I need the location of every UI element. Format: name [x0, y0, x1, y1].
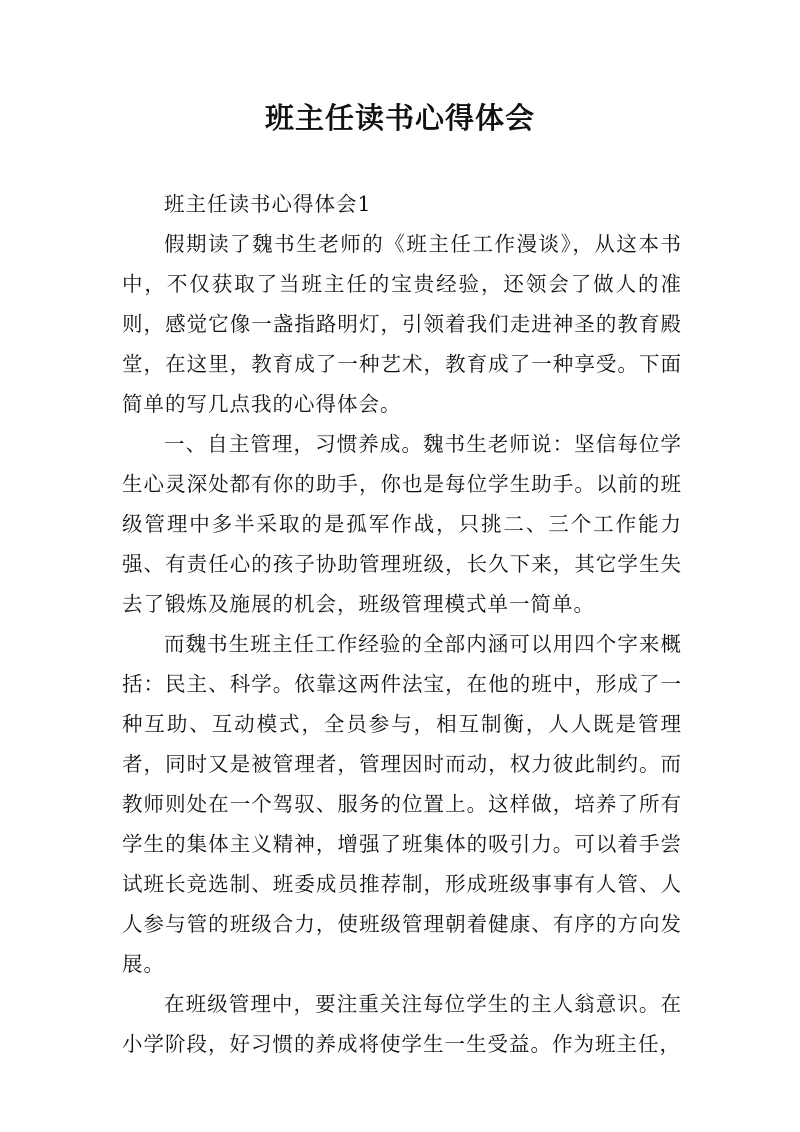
paragraph-3: 而魏书生班主任工作经验的全部内涵可以用四个字来概括：民主、科学。依靠这两件法宝，在他的班中，形成了一种互助、互动模式，全员参与，相互制衡，人人既是管理者，同时又是被管理者，管理因时而动，权力彼此制约。而教师则处在一个驾驭、服务的位置上。这样做，培养了所有学生的集体主义精神，增强了班集体的吸引力。可以着手尝试班长竞选制、班委成员推荐制，形成班级事事有人管、人人参与管的班级合力，使班级管理朝着健康、有序的方向发展。 — [122, 632, 682, 976]
document-body — [122, 184, 682, 1064]
document-title: 班主任读书心得体会 — [264, 101, 535, 135]
paragraph-1: 假期读了魏书生老师的《班主任工作漫谈》，从这本书中，不仅获取了当班主任的宝贵经验，还领会了做人的准则，感觉它像一盏指路明灯，引领着我们走进神圣的教育殿堂，在这里，教育成了一种艺术，教育成了一种享受。下面简单的写几点我的心得体会。 — [122, 232, 682, 416]
paragraph-4: 在班级管理中，要注重关注每位学生的主人翁意识。在小学阶段，好习惯的养成将使学生一生受益。作为班主任， — [122, 992, 682, 1056]
paragraph-2: 一、自主管理，习惯养成。魏书生老师说：坚信每位学生心灵深处都有你的助手，你也是每位学生助手。以前的班级管理中多半采取的是孤军作战，只挑二、三个工作能力强、有责任心的孩子协助管理班级，长久下来，其它学生失去了锻炼及施展的机会，班级管理模式单一简单。 — [122, 432, 682, 616]
section-heading: 班主任读书心得体会1 — [164, 192, 372, 216]
